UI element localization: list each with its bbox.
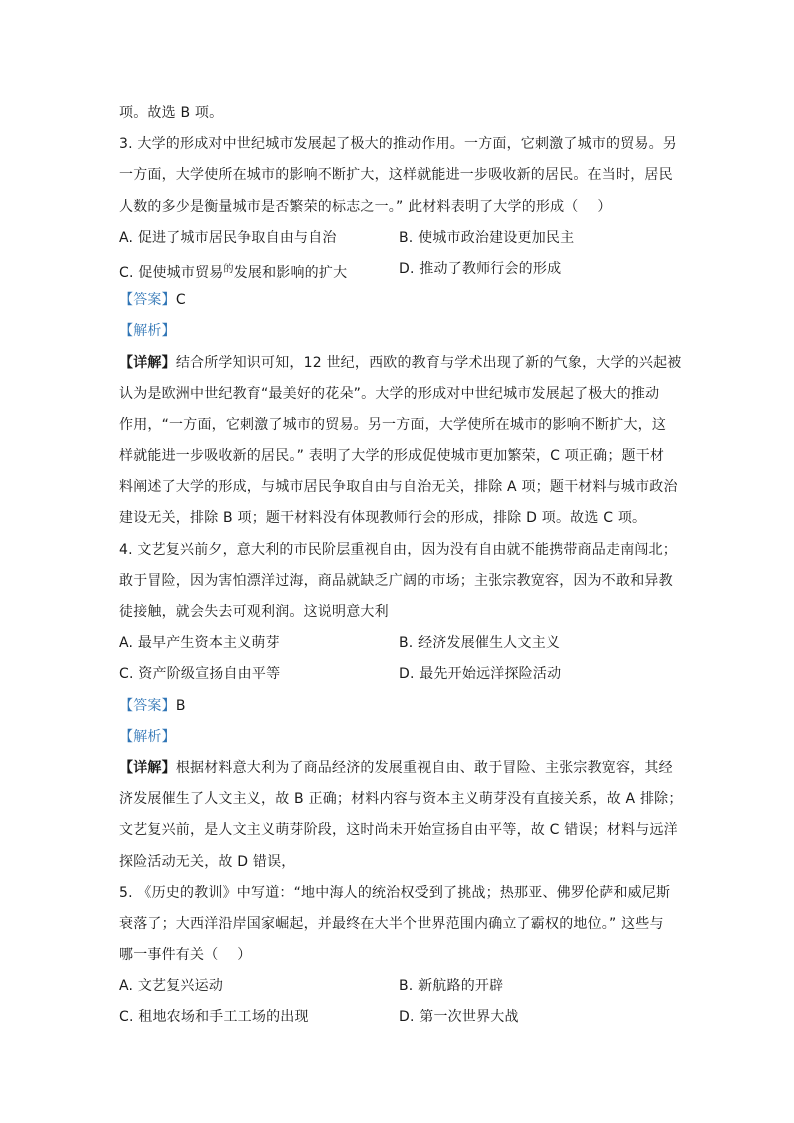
option-d: D. 第一次世界大战 <box>399 1009 519 1026</box>
analysis-tag: 【解析】 <box>119 728 176 745</box>
analysis-tag: 【解析】 <box>119 323 176 340</box>
option-a: A. 促进了城市居民争取自由与自治 <box>119 229 337 246</box>
question-stem: 5. 《历史的教训》中写道：“地中海人的统治权受到了挑战；热那亚、佛罗伦萨和威尼斯 <box>119 884 671 901</box>
question-stem: 徒接触，就会失去可观利润。这说明意大利 <box>119 604 389 620</box>
option-d: D. 最先开始远洋探险活动 <box>399 666 562 683</box>
question-5 <box>119 878 679 1034</box>
options-row <box>119 223 679 254</box>
options-row <box>119 628 679 659</box>
option-c: C. 租地农场和手工工场的出现 <box>119 1009 309 1026</box>
detail-text: 文艺复兴前，是人文主义萌芽阶段，这时尚未开始宣扬自由平等，故 C 错误；材料与远洋 <box>119 822 678 839</box>
answer-value: B <box>175 697 186 714</box>
option-c-text-rest: 发展和影响的扩大 <box>233 264 348 281</box>
detail-text: 认为是欧洲中世纪教育“最美好的花朵”。大学的形成对中世纪城市发展起了极大的推动 <box>119 385 660 402</box>
question-stem: 敢于冒险，因为害怕漂洋过海，商品就缺乏广阔的市场；主张宗教宽容，因为不敢和异教 <box>119 572 673 589</box>
question-stem: 一方面，大学使所在城市的影响不断扩大，这样就能进一步吸收新的居民。在当时，居民 <box>119 167 673 184</box>
option-a: A. 最早产生资本主义萌芽 <box>119 635 280 652</box>
answer-tag: 【答案】 <box>119 697 176 714</box>
options-row <box>119 659 679 690</box>
document-page <box>119 98 683 1034</box>
answer-line <box>119 285 679 316</box>
detail-tag: 【详解】 <box>119 759 176 776</box>
option-b: B. 新航路的开辟 <box>399 978 504 995</box>
detail-text: 根据材料意大利为了商品经济的发展重视自由、敢于冒险、主张宗教宽容，其经 <box>175 759 673 776</box>
question-stem: 人数的多少是衡量城市是否繁荣的标志之一。” 此材料表明了大学的形成（ ） <box>119 198 612 215</box>
options-row <box>119 254 679 285</box>
analysis-line <box>119 722 679 753</box>
detail-text: 作用，“一方面，它刺激了城市的贸易。另一方面，大学使所在城市的影响不断扩大，这 <box>119 416 667 433</box>
question-stem: 哪一事件有关（ ） <box>119 947 252 964</box>
detail-text: 结合所学知识可知，12 世纪，西欧的教育与学术出现了新的气象，大学的兴起被 <box>175 354 682 371</box>
option-c-superscript: 的 <box>223 263 234 275</box>
detail-text: 料阐述了大学的形成，与城市居民争取自由与自治无关，排除 A 项；题干材料与城市政治 <box>119 479 678 496</box>
answer-value: C <box>175 292 186 309</box>
detail-tag: 【详解】 <box>119 354 176 371</box>
answer-tag: 【答案】 <box>119 292 176 309</box>
detail-text: 探险活动无关，故 D 错误， <box>119 853 296 870</box>
question-stem: 3. 大学的形成对中世纪城市发展起了极大的推动作用。一方面，它刺激了城市的贸易。另 <box>119 136 678 153</box>
answer-line <box>119 691 679 722</box>
question-stem: 衰落了；大西洋沿岸国家崛起，并最终在大半个世界范围内确立了霸权的地位。” 这些与 <box>119 915 664 932</box>
option-b: B. 使城市政治建设更加民主 <box>399 229 575 246</box>
option-a: A. 文艺复兴运动 <box>119 978 224 995</box>
option-c: C. 资产阶级宣扬自由平等 <box>119 666 281 683</box>
detail-text: 样就能进一步吸收新的居民。” 表明了大学的形成促使城市更加繁荣，C 项正确；题干材 <box>119 448 665 465</box>
detail-line <box>119 753 679 784</box>
options-row <box>119 1002 679 1033</box>
option-b: B. 经济发展催生人文主义 <box>399 635 561 652</box>
detail-line <box>119 348 682 379</box>
analysis-line <box>119 316 679 347</box>
option-c-text: C. 促使城市贸易 <box>119 264 224 281</box>
question-stem: 4. 文艺复兴前夕，意大利的市民阶层重视自由，因为没有自由就不能携带商品走南闯北； <box>119 541 678 558</box>
detail-text: 建设无关，排除 B 项；题干材料没有体现教师行会的形成，排除 D 项。故选 C 项。 <box>119 510 647 527</box>
option-d: D. 推动了教师行会的形成 <box>399 260 562 277</box>
detail-text: 济发展催生了人文主义，故 B 正确；材料内容与资本主义萌芽没有直接关系，故 A 排除； <box>119 791 683 808</box>
question-3 <box>119 129 682 534</box>
question-4 <box>119 535 683 878</box>
options-row <box>119 971 679 1002</box>
text-line: 项。故选 B 项。 <box>119 105 224 121</box>
option-c <box>119 254 399 285</box>
